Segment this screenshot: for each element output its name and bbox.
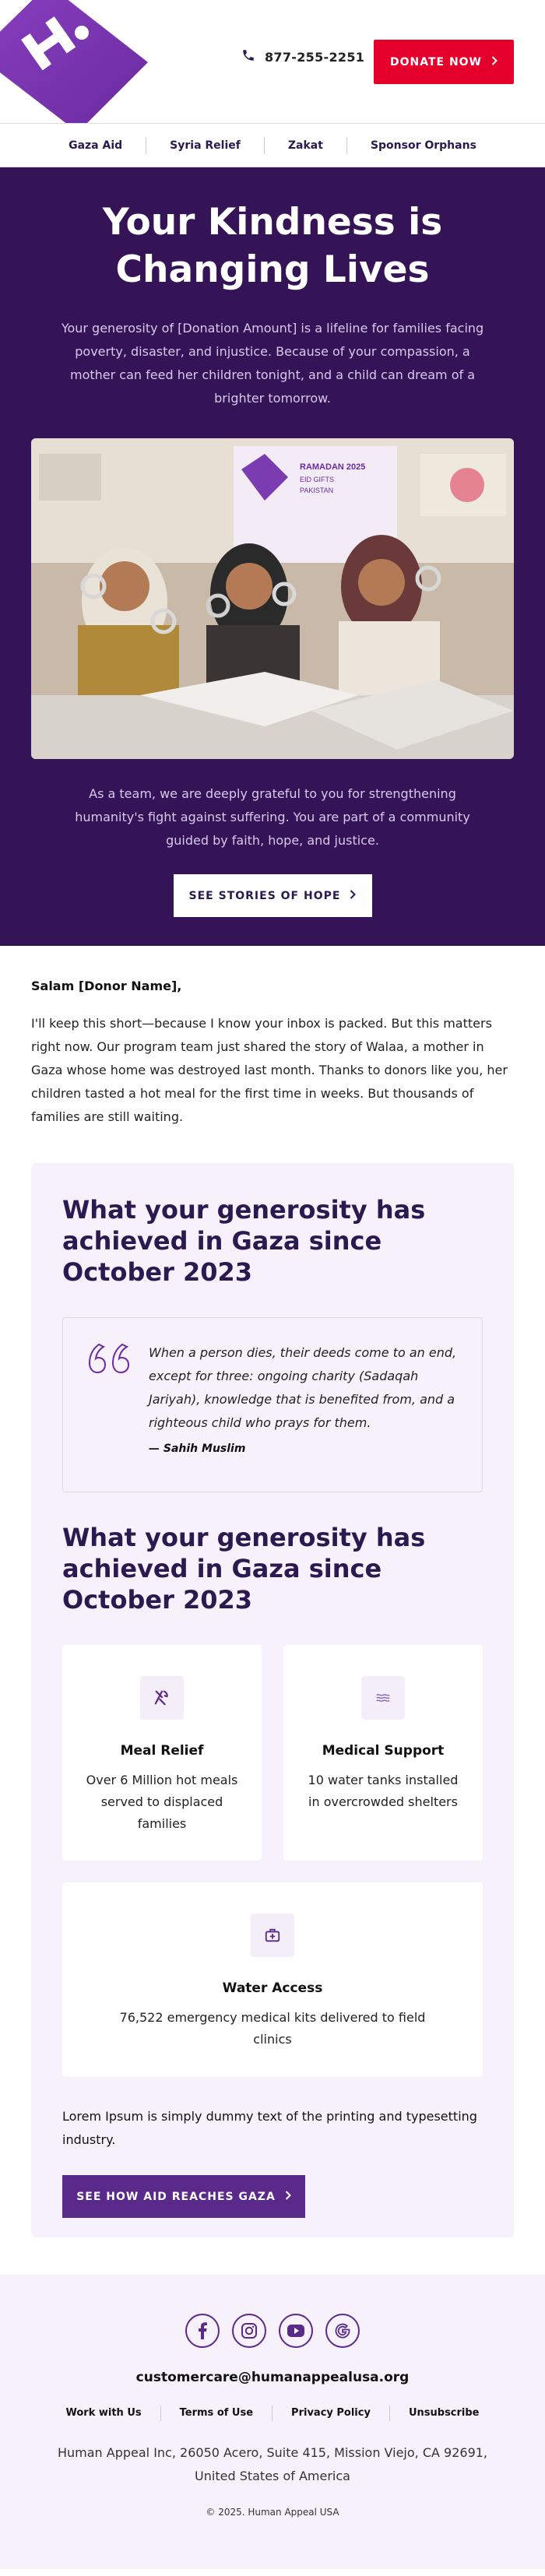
- nav-item-gaza-aid[interactable]: Gaza Aid: [69, 139, 123, 152]
- hadith-quote: [62, 1317, 483, 1492]
- banner-title: RAMADAN 2025: [300, 462, 366, 472]
- footer-link-terms-of-use[interactable]: Terms of Use: [160, 2406, 272, 2421]
- footer-links: [0, 2406, 545, 2421]
- aid-button-label: SEE HOW AID REACHES GAZA: [76, 2190, 276, 2203]
- instagram-icon[interactable]: [232, 2314, 266, 2348]
- phone-number[interactable]: 877-255-2251: [265, 49, 365, 65]
- social-links: [0, 2314, 545, 2348]
- banner-subtitle: EID GIFTS: [300, 476, 335, 483]
- see-how-aid-reaches-gaza-button[interactable]: [62, 2175, 305, 2218]
- impact-desc: Over 6 Million hot meals served to displaced families: [86, 1773, 238, 1831]
- impact-grid: [62, 1645, 483, 2077]
- impact-desc: 10 water tanks installed in overcrowded shelters: [308, 1773, 459, 1809]
- donate-now-button[interactable]: [374, 40, 514, 84]
- hero-section: [0, 167, 545, 946]
- hero-photo: [31, 438, 514, 759]
- copyright: © 2025. Human Appeal USA: [206, 2507, 339, 2518]
- banner-country: PAKISTAN: [300, 487, 334, 494]
- impact-heading: What your generosity has achieved in Gaza since October 2023: [62, 1195, 426, 1287]
- chevron-right-icon: [285, 2191, 291, 2203]
- nav-item-zakat[interactable]: Zakat: [264, 137, 346, 154]
- impact-heading-repeat: What your generosity has achieved in Gaza since October 2023: [62, 1523, 426, 1615]
- donate-now-label: DONATE NOW: [389, 55, 483, 69]
- footer-address: Human Appeal Inc, 26050 Acero, Suite 415, Mission Viejo, CA 92691, United States of America: [57, 2445, 488, 2483]
- facebook-icon[interactable]: [185, 2314, 220, 2348]
- medical-kit-icon: [251, 1914, 294, 1957]
- phone-icon: [241, 48, 255, 65]
- hero-intro: Your generosity of [Donation Amount] is a lifeline for families facing poverty, disaster, and injustice. Because of your compassion, a mother can feed her children tonight, and a child can dream of a brighter tomorrow.: [61, 321, 484, 406]
- footer: [0, 2275, 545, 2569]
- email-header: [0, 0, 545, 123]
- see-stories-button[interactable]: [174, 874, 372, 917]
- impact-title: Medical Support: [322, 1743, 445, 1759]
- impact-card-medical-support: [283, 1645, 483, 1861]
- footer-link-work-with-us[interactable]: Work with Us: [65, 2407, 142, 2419]
- hero-thanks: As a team, we are deeply grateful to you for strengthening humanity's fight against suffering. You are part of a community guided by faith, hope, and justice.: [75, 786, 470, 848]
- greeting: Salam [Donor Name],: [31, 979, 182, 993]
- see-stories-label: SEE STORIES OF HOPE: [188, 889, 341, 902]
- footer-link-privacy-policy[interactable]: Privacy Policy: [272, 2406, 389, 2421]
- quote-source: — Sahih Muslim: [149, 1443, 246, 1455]
- impact-card: [31, 1163, 514, 2237]
- nav-item-sponsor-orphans[interactable]: Sponsor Orphans: [346, 137, 500, 154]
- letter-body: I'll keep this short—because I know your inbox is packed. But this matters right now. Our program team just shared the story of Walaa, a mother in Gaza whose home was destroyed last month. Thanks to donors like you, her children tasted a hot meal for the first time in weeks. But thousands of families are still waiting.: [31, 1016, 508, 1124]
- quote-icon: [88, 1341, 132, 1379]
- impact-card-water-access: [62, 1882, 483, 2077]
- impact-title: Water Access: [222, 1980, 323, 1996]
- letter-section: [0, 946, 545, 1129]
- footer-email[interactable]: customercare@humanappealusa.org: [135, 2370, 410, 2385]
- youtube-icon[interactable]: [279, 2314, 313, 2348]
- main-nav: [0, 123, 545, 167]
- footer-link-unsubscribe[interactable]: Unsubscribe: [389, 2406, 498, 2421]
- water-icon: [361, 1676, 405, 1720]
- quote-text: When a person dies, their deeds come to an end, except for three: ongoing charity (Sadaqah Jariyah), knowledge that is benefited from, and a righteous child who prays for them.: [149, 1345, 457, 1430]
- lorem-text: Lorem Ipsum is simply dummy text of the printing and typesetting industry.: [62, 2109, 477, 2147]
- google-icon[interactable]: [325, 2314, 360, 2348]
- utensils-icon: [140, 1676, 184, 1720]
- impact-card-meal-relief: [62, 1645, 262, 1861]
- chevron-right-icon: [350, 890, 356, 902]
- impact-desc: 76,522 emergency medical kits delivered to field clinics: [119, 2010, 426, 2047]
- chevron-right-icon: [491, 56, 498, 69]
- impact-title: Meal Relief: [120, 1743, 204, 1759]
- phone-contact[interactable]: [241, 48, 364, 65]
- human-appeal-logo[interactable]: [0, 0, 148, 123]
- hero-title: Your Kindness is Changing Lives: [102, 201, 443, 291]
- nav-item-syria-relief[interactable]: Syria Relief: [146, 137, 264, 154]
